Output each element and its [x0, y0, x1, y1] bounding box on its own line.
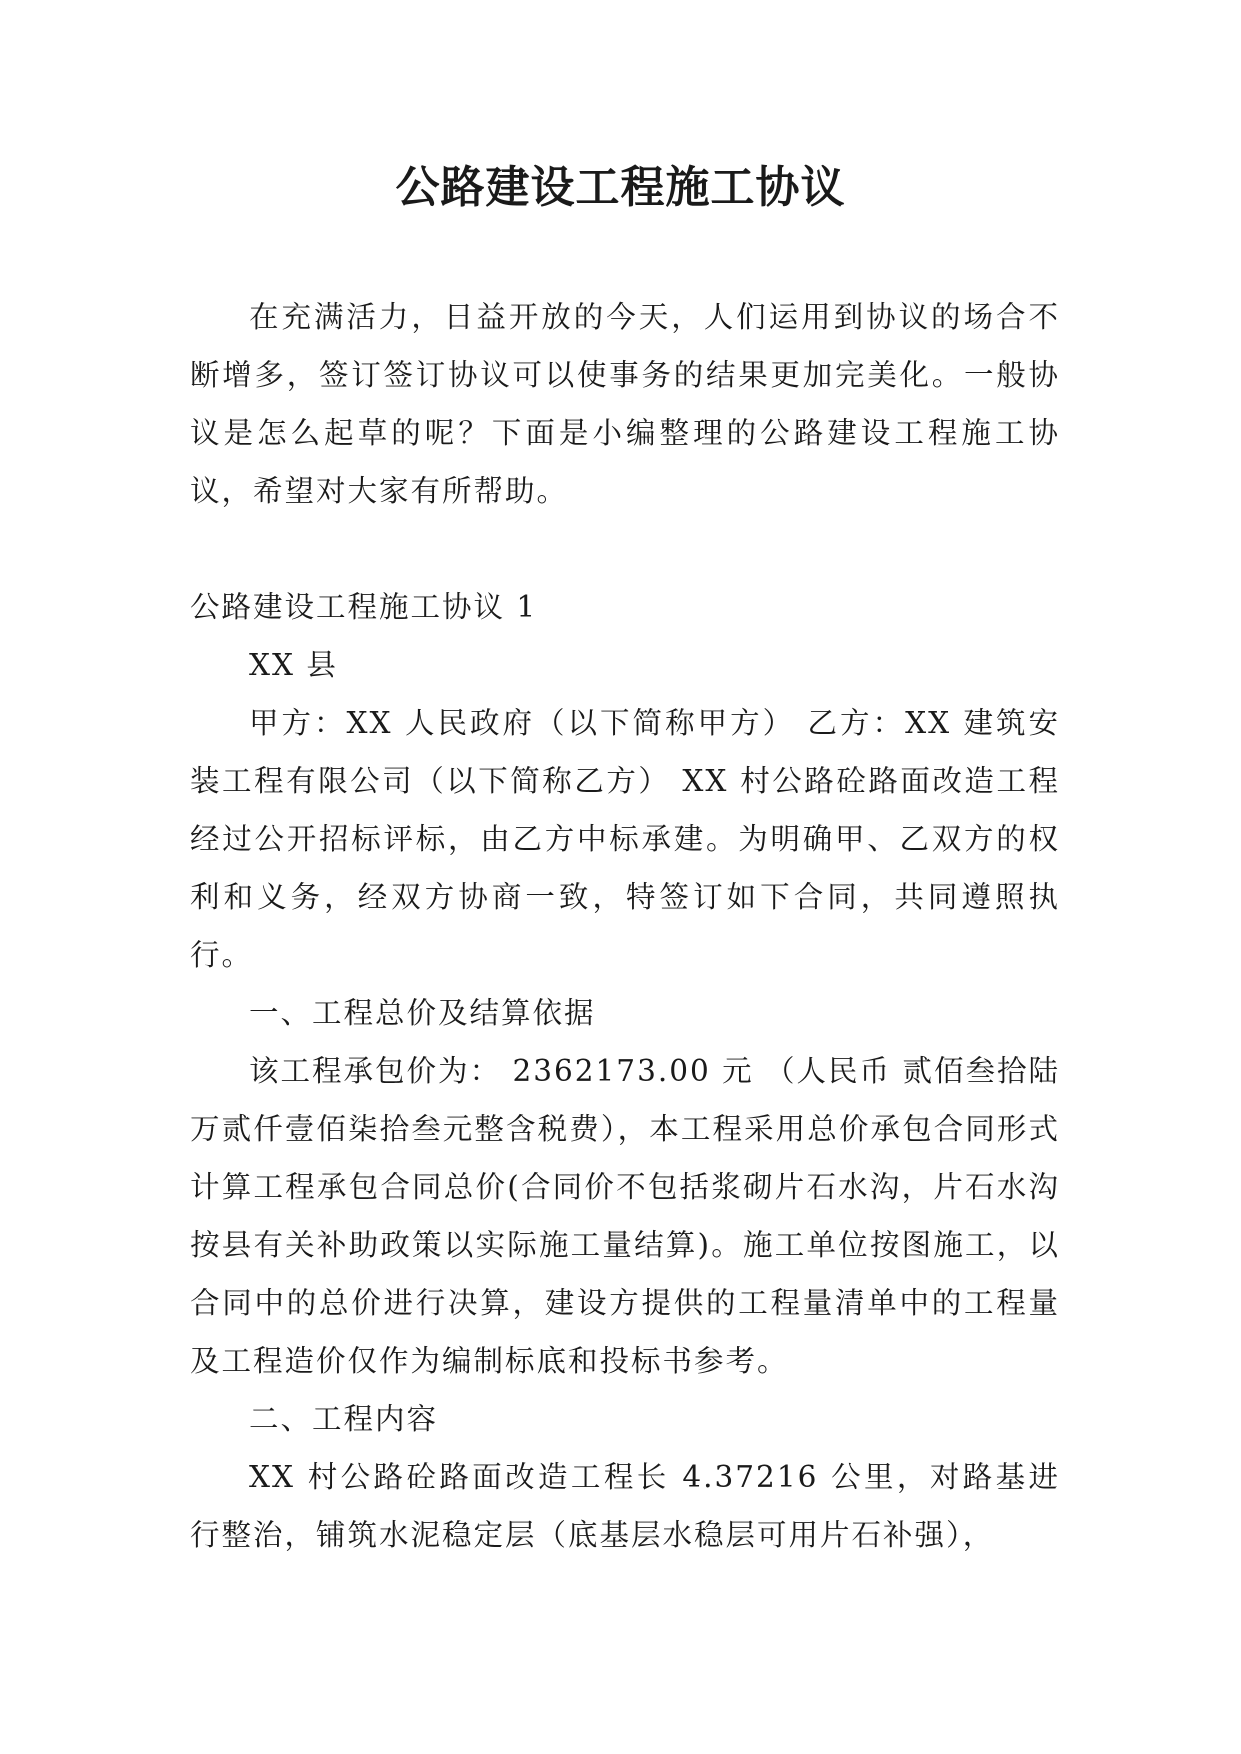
document-body — [190, 288, 1060, 1564]
intro-paragraph: 在充满活力，日益开放的今天，人们运用到协议的场合不断增多，签订签订协议可以使事务的结果更加完美化。一般协议是怎么起草的呢？下面是小编整理的公路建设工程施工协议，希望对大家有所帮助。 — [190, 300, 1060, 508]
paragraph-spacer — [190, 520, 1060, 578]
county-line: XX 县 — [249, 648, 338, 682]
section-heading: 公路建设工程施工协议 1 — [190, 590, 538, 624]
document-title: 公路建设工程施工协议 — [395, 162, 846, 213]
clause-2-paragraph: XX 村公路砼路面改造工程长 4.37216 公里，对路基进行整治，铺筑水泥稳定层（底基层水稳层可用片石补强）， — [190, 1460, 1060, 1552]
clause-1-heading: 一、工程总价及结算依据 — [249, 996, 596, 1030]
clause-2-heading: 二、工程内容 — [249, 1402, 439, 1436]
parties-paragraph: 甲方：XX 人民政府（以下简称甲方） 乙方：XX 建筑安装工程有限公司（以下简称乙方） XX 村公路砼路面改造工程经过公开招标评标，由乙方中标承建。为明确甲、乙双方的权利和义务，经双方协商一致，特签订如下合同，共同遵照执行。 — [190, 706, 1060, 972]
clause-1-paragraph: 该工程承包价为： 2362173.00 元 （人民币 贰佰叁拾陆万贰仟壹佰柒拾叁元整含税费），本工程采用总价承包合同形式计算工程承包合同总价(合同价不包括浆砌片石水沟，片石水沟按县有关补助政策以实际施工量结算)。施工单位按图施工，以合同中的总价进行决算，建设方提供的工程量清单中的工程量及工程造价仅作为编制标底和投标书参考。 — [190, 1054, 1060, 1378]
